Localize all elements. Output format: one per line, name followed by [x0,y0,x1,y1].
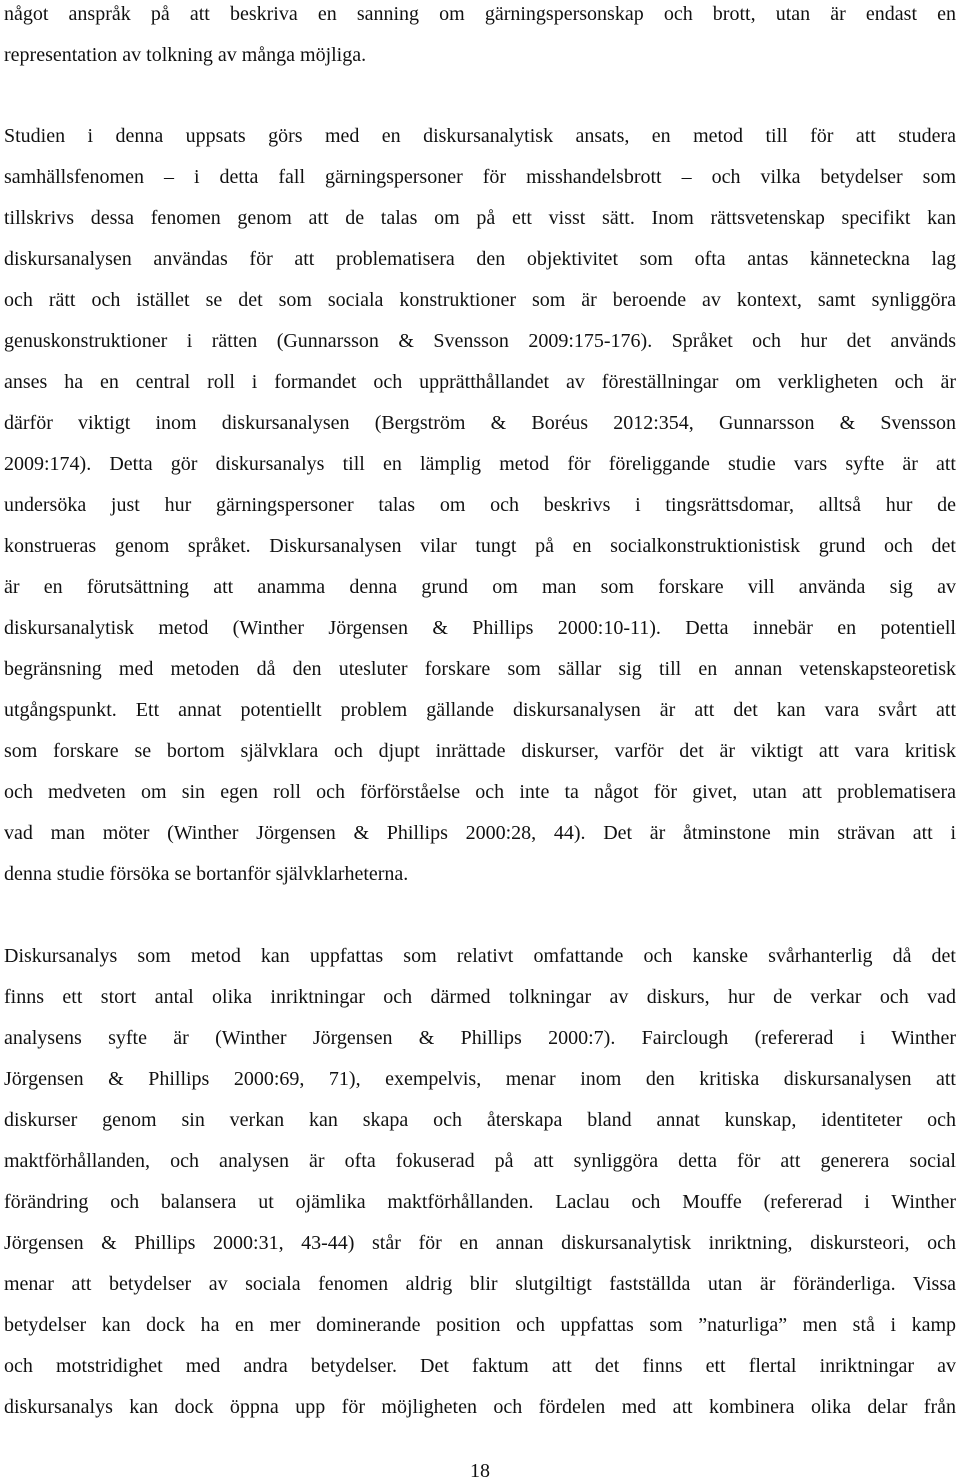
text-line: tillskrivs dessa fenomen genom att de talas om på ett visst sätt. Inom rättsvetenskap specifikt kan [4,207,956,229]
text-line: menar att betydelser av sociala fenomen aldrig blir slutgiltigt fastställda utan är föränderliga. Vissa [4,1273,956,1295]
text-line: denna studie försöka se bortanför självklarheterna. [4,863,409,885]
text-line: betydelser kan dock ha en mer dominerande position och uppfattas som ”naturliga” men stå i kamp [4,1314,956,1336]
text-line: begränsning med metoden då den utesluter forskare som sällar sig till en annan vetenskapsteoretisk [4,658,956,680]
text-line: 2009:174). Detta gör diskursanalys till en lämplig metod för föreliggande studie vars syfte är att [4,453,956,475]
text-line: Studien i denna uppsats görs med en diskursanalytisk ansats, en metod till för att studera [4,125,956,147]
text-line: maktförhållanden, och analysen är ofta fokuserad på att synliggöra detta för att generera social [4,1150,956,1172]
text-line: konstrueras genom språket. Diskursanalysen vilar tungt på en socialkonstruktionistisk grund och det [4,535,956,557]
text-line: därför viktigt inom diskursanalysen (Bergström & Boréus 2012:354, Gunnarsson & Svensson [4,412,956,434]
text-line: och medveten om sin egen roll och förförståelse och inte ta något för givet, utan att problematisera [4,781,956,803]
text-line: något anspråk på att beskriva en sanning om gärningspersonskap och brott, utan är endast en [4,3,956,25]
text-line: och motstridighet med andra betydelser. Det faktum att det finns ett flertal inriktningar av [4,1355,956,1377]
text-line: samhällsfenomen – i detta fall gärningspersoner för misshandelsbrott – och vilka betydelser som [4,166,956,188]
text-line: diskursanalytisk metod (Winther Jörgensen & Phillips 2000:10-11). Detta innebär en potentiell [4,617,956,639]
text-line: Jörgensen & Phillips 2000:31, 43-44) står för en annan diskursanalytisk inriktning, diskursteori, och [4,1232,956,1254]
text-line: undersöka just hur gärningspersoner talas om och beskrivs i tingsrättsdomar, alltså hur de [4,494,956,516]
text-line: genuskonstruktioner i rätten (Gunnarsson & Svensson 2009:175-176). Språket och hur det används [4,330,956,352]
text-line: representation av tolkning av många möjliga. [4,44,367,66]
text-line: anses ha en central roll i formandet och upprätthållandet av föreställningar om verkligheten och är [4,371,956,393]
text-line: diskursanalys kan dock öppna upp för möjligheten och fördelen med att kombinera olika delar från [4,1396,956,1418]
text-line: diskursanalysen användas för att problematisera den objektivitet som ofta antas känneteckna lag [4,248,956,270]
text-line: diskurser genom sin verkan kan skapa och återskapa bland annat kunskap, identiteter och [4,1109,956,1131]
text-line: analysens syfte är (Winther Jörgensen & Phillips 2000:7). Fairclough (refererad i Winther [4,1027,956,1049]
text-line: Jörgensen & Phillips 2000:69, 71), exempelvis, menar inom den kritiska diskursanalysen att [4,1068,956,1090]
text-line: vad man möter (Winther Jörgensen & Phillips 2000:28, 44). Det är åtminstone min strävan att i [4,822,956,844]
text-line: och rätt och istället se det som sociala konstruktioner som är beroende av kontext, samt synliggöra [4,289,956,311]
text-line: är en förutsättning att anamma denna grund om man som forskare vill använda sig av [4,576,956,598]
text-line: finns ett stort antal olika inriktningar och därmed tolkningar av diskurs, hur de verkar och vad [4,986,956,1008]
text-line: som forskare se bortom självklara och djupt inrättade diskurser, varför det är viktigt att vara kritisk [4,740,956,762]
text-line: förändring och balansera ut ojämlika maktförhållanden. Laclau och Mouffe (refererad i Winther [4,1191,956,1213]
page-number: 18 [470,1460,490,1482]
text-line: Diskursanalys som metod kan uppfattas som relativt omfattande och kanske svårhanterlig då det [4,945,956,967]
text-line: utgångspunkt. Ett annat potentiellt problem gällande diskursanalysen är att det kan vara svårt att [4,699,956,721]
